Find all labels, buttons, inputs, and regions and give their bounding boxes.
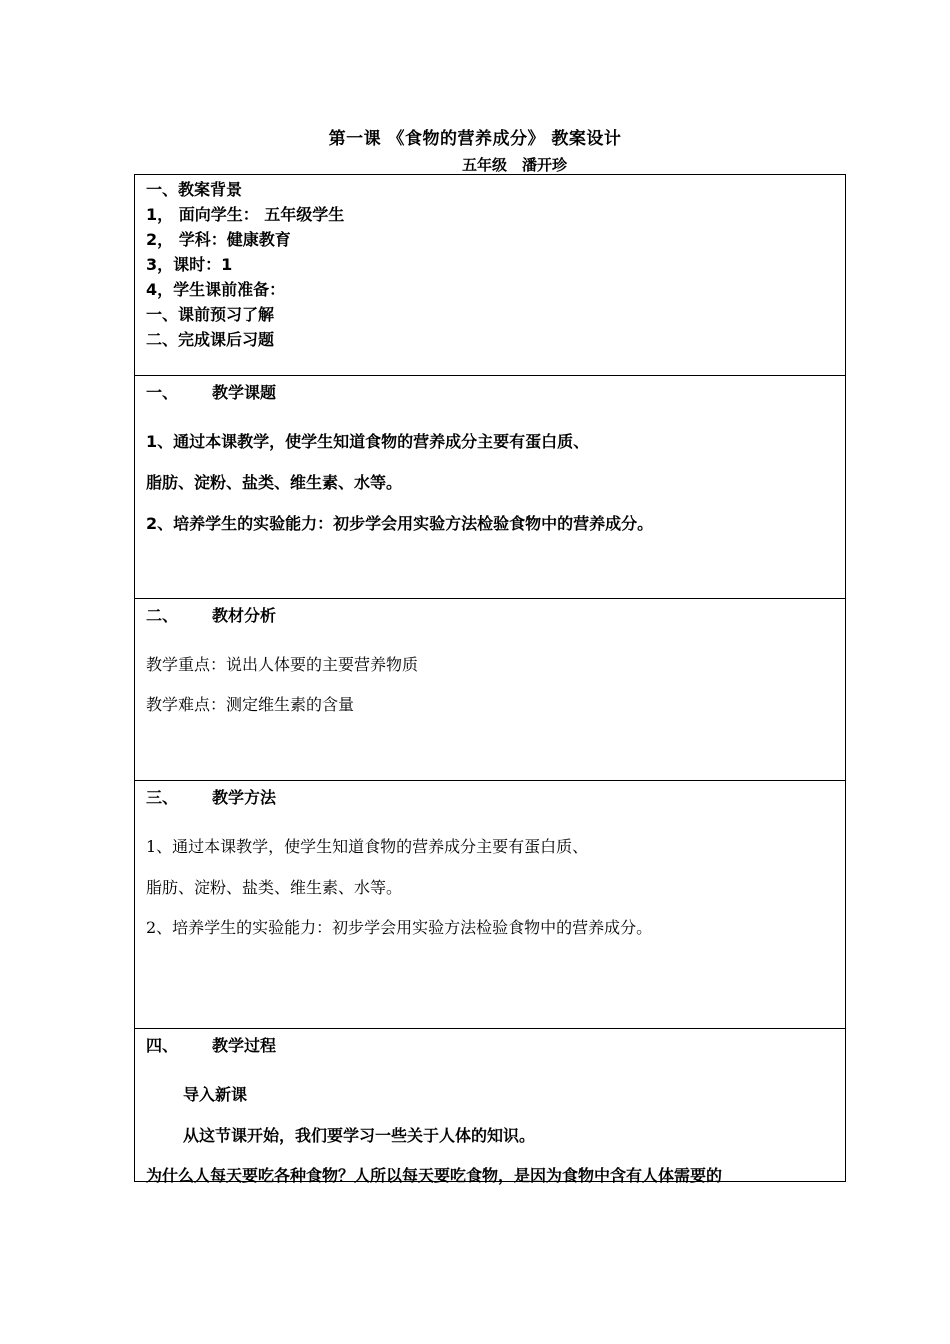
analysis-heading-text: 教材分析 [212,606,277,625]
document-subtitle: 五年级 潘开珍 [462,156,568,174]
process-heading [146,1033,276,1056]
topic-line: 脂肪、淀粉、盐类、维生素、水等。 [146,473,403,492]
topic-line: 1、通过本课教学，使学生知道食物的营养成分主要有蛋白质、 [146,432,590,451]
process-heading-number: 四、 [146,1036,179,1055]
topic-heading [146,380,276,403]
process-line: 导入新课 [183,1085,248,1104]
background-line: 4，学生课前准备： [146,280,286,299]
background-heading: 一、教案背景 [146,180,243,199]
method-line: 2、培养学生的实验能力：初步学会用实验方法检验食物中的营养成分。 [146,918,653,937]
lesson-plan-table [134,174,846,1185]
method-heading [146,785,276,808]
process-line: 从这节课开始，我们要学习一些关于人体的知识。 [183,1126,536,1145]
topic-line: 2、培养学生的实验能力：初步学会用实验方法检验食物中的营养成分。 [146,514,654,533]
section-method [135,780,845,1028]
method-heading-text: 教学方法 [212,788,277,807]
analysis-line: 教学重点：说出人体要的主要营养物质 [146,655,419,674]
analysis-heading [146,603,276,626]
background-line: 二、完成课后习题 [146,330,275,349]
analysis-line: 教学难点：测定维生素的含量 [146,695,355,714]
process-line: 为什么人每天要吃各种食物？人所以每天要吃食物，是因为食物中含有人体需要的 [146,1166,723,1185]
section-topic [135,375,845,598]
analysis-heading-number: 二、 [146,606,179,625]
method-heading-number: 三、 [146,788,179,807]
section-background [135,175,845,376]
topic-heading-number: 一、 [146,383,179,402]
method-line: 脂肪、淀粉、盐类、维生素、水等。 [146,878,403,897]
background-line: 3，课时：1 [146,255,233,274]
method-line: 1、通过本课教学，使学生知道食物的营养成分主要有蛋白质、 [146,837,589,856]
section-analysis [135,598,845,780]
process-heading-text: 教学过程 [212,1036,277,1055]
section-process [135,1028,845,1183]
topic-heading-text: 教学课题 [212,383,277,402]
background-line: 1， 面向学生： 五年级学生 [146,205,345,224]
background-line: 一、课前预习了解 [146,305,275,324]
background-line: 2， 学科：健康教育 [146,230,291,249]
document-title: 第一课 《食物的营养成分》 教案设计 [328,129,622,149]
